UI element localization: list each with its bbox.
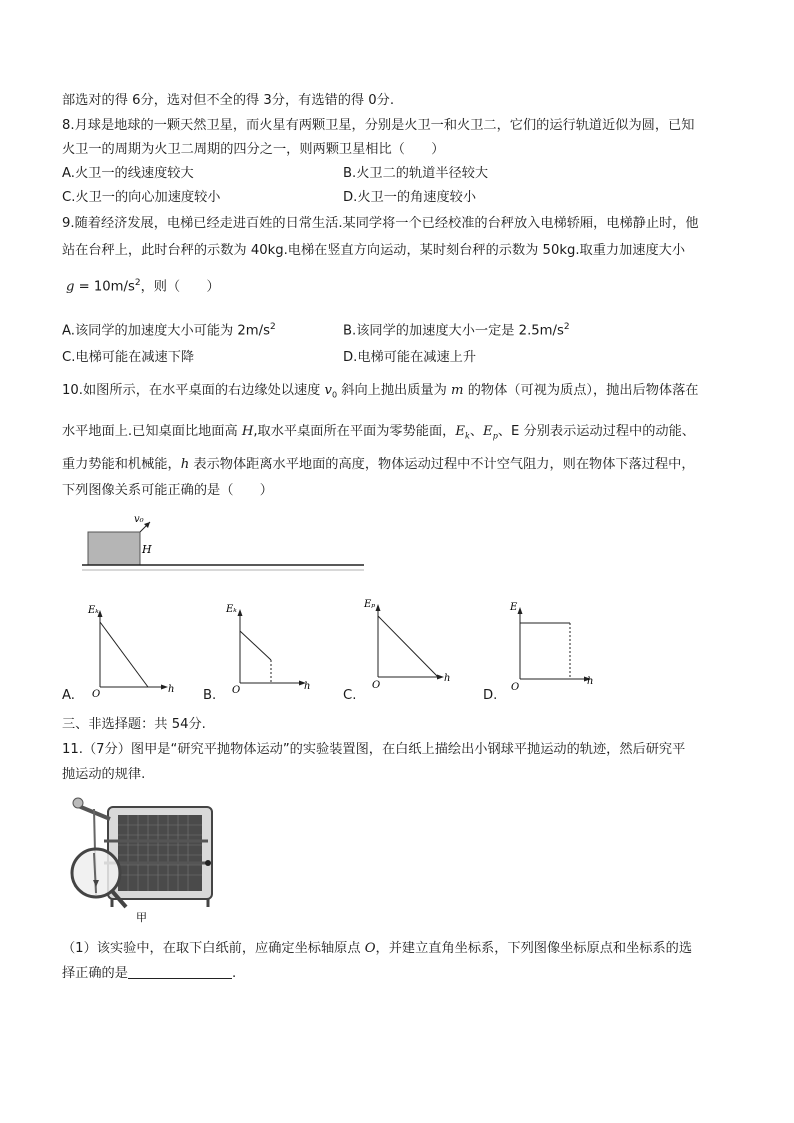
- q9-line-2: 站在台秤上，此时台秤的示数为 40kg.电梯在竖直方向运动，某时刻台秤的示数为 50kg.取重力加速度大小: [62, 243, 686, 258]
- y-axis-label: Eₚ: [364, 599, 376, 610]
- q10-text: 表示物体距离水平地面的高度，物体运动过程中不计空气阻力，则在物体下落过程中，: [189, 457, 695, 472]
- q11-line-2: 抛运动的规律.: [62, 767, 146, 782]
- q10-text: 重力势能和机械能，: [62, 457, 181, 472]
- origin-label: O: [92, 689, 101, 700]
- height-label: H: [142, 543, 152, 556]
- q10-option-a-label[interactable]: A.: [62, 688, 75, 703]
- mechanical-energy-symbol: 、E: [497, 424, 520, 439]
- q9-line-1: 9.随着经济发展，电梯已经走进百姓的日常生活.某同学将一个已经校准的台秤放入电梯轿厢，电梯静止时，他: [62, 216, 699, 231]
- q8-option-c[interactable]: C.火卫一的向心加速度较小: [62, 190, 221, 205]
- y-axis-label: E: [510, 602, 518, 613]
- x-axis-arrow-icon: [437, 675, 444, 680]
- table-throw-figure: [78, 510, 368, 576]
- x-axis-label: h: [304, 681, 311, 692]
- q10-line-2: 水平地面上.已知桌面比地面高 H,取水平桌面所在平面为零势能面，$E_k$、$E_p$、E 分别表示运动过程中的动能、: [62, 424, 695, 441]
- q9-option-b-text: B.该同学的加速度大小一定是 2.5m/s: [343, 323, 564, 339]
- kinetic-energy-symbol: E: [455, 424, 465, 439]
- y-axis-arrow-icon: [238, 609, 243, 616]
- graph-b[interactable]: [224, 597, 324, 697]
- x-axis-label: h: [168, 684, 175, 695]
- projectile-apparatus-figure: [66, 795, 226, 925]
- q8-line-2: 火卫一的周期为火卫二周期的四分之一，则两颗卫星相比（ ）: [62, 142, 445, 157]
- graph-line: [100, 622, 148, 687]
- q9-option-c[interactable]: C.电梯可能在减速下降: [62, 350, 195, 365]
- v0-label: v₀: [134, 514, 144, 525]
- q10-option-d-label[interactable]: D.: [483, 688, 498, 703]
- q10-line-3: [62, 456, 695, 474]
- origin-label: O: [232, 685, 241, 696]
- q9-option-b[interactable]: B.该同学的加速度大小一定是 $2.5m/s^2$: [343, 322, 570, 339]
- q11-text: .: [231, 966, 237, 981]
- mass-symbol: m: [450, 383, 464, 398]
- q8-option-a[interactable]: A.火卫一的线速度较大: [62, 166, 194, 181]
- q10-option-c-label[interactable]: C.: [343, 688, 357, 703]
- graph-c[interactable]: [362, 592, 462, 692]
- q10-text: 水平地面上.已知桌面比地面高: [62, 424, 242, 439]
- graph-d[interactable]: [505, 595, 605, 695]
- potential-energy-symbol: E: [483, 424, 493, 439]
- gravity-symbol: g: [66, 279, 75, 295]
- q11-text: （1）该实验中，在取下白纸前，应确定坐标轴原点: [62, 941, 365, 956]
- q10-text: 的物体（可视为质点），抛出后物体落在: [463, 383, 699, 398]
- origin-label: O: [511, 682, 520, 693]
- steel-ball: [73, 798, 83, 808]
- q10-text: ,取水平桌面所在平面为零势能面，: [253, 424, 456, 439]
- q10-text: 、: [469, 424, 484, 439]
- q9-option-a[interactable]: A.该同学的加速度大小可能为 $2m/s^2$: [62, 322, 276, 339]
- q10-text: 斜向上抛出质量为: [337, 383, 451, 398]
- y-axis-label: Eₖ: [88, 605, 99, 616]
- height-symbol: h: [180, 457, 190, 472]
- y-axis-arrow-icon: [376, 604, 381, 611]
- gravity-value: = 10m/s: [74, 279, 135, 295]
- q8-option-d[interactable]: D.火卫一的角速度较小: [343, 190, 477, 205]
- q9-line-3: $g = 10m/s^2$，则（ ）: [66, 278, 220, 295]
- graph-line: [240, 631, 271, 660]
- q10-line-4: 下列图像关系可能正确的是（ ）: [62, 483, 273, 498]
- q11-line-1: 11.（7分）图甲是“研究平抛物体运动”的实验装置图，在白纸上描绘出小钢球平抛运动的轨迹，然后研究平: [62, 742, 686, 757]
- block-shape: [88, 532, 140, 565]
- q11-sub1-line-1: [62, 940, 692, 958]
- height-symbol: H: [241, 424, 254, 439]
- y-axis-arrow-icon: [518, 607, 523, 614]
- paper-grid: [118, 815, 202, 891]
- q10-text: 分别表示运动过程中的动能、: [519, 424, 695, 439]
- origin-symbol: O: [364, 941, 376, 956]
- q11-sub1-line-2: [62, 964, 236, 983]
- q9-option-d[interactable]: D.电梯可能在减速上升: [343, 350, 477, 365]
- q11-text: ，并建立直角坐标系，下列图像坐标原点和坐标系的选: [375, 941, 693, 956]
- q9-question-tail: ，则（ ）: [140, 279, 220, 295]
- figure-label: 甲: [136, 911, 147, 924]
- origin-label: O: [372, 680, 381, 691]
- q10-text: 10.如图所示，在水平桌面的右边缘处以速度: [62, 383, 325, 398]
- x-axis-arrow-icon: [161, 685, 168, 690]
- answer-blank[interactable]: [128, 964, 232, 979]
- graph-line: [378, 616, 438, 677]
- q9-option-a-text: A.该同学的加速度大小可能为 2m/s: [62, 323, 270, 339]
- velocity-symbol: v: [324, 383, 332, 398]
- q11-text: 择正确的是: [62, 966, 128, 981]
- x-axis-label: h: [444, 673, 451, 684]
- scoring-intro: 部选对的得 6分，选对但不全的得 3分，有选错的得 0分.: [62, 93, 395, 108]
- x-axis-label: h: [587, 676, 594, 687]
- q10-line-1: 10.如图所示，在水平桌面的右边缘处以速度 $v_0$ 斜向上抛出质量为 m 的物体（可视为质点），抛出后物体落在: [62, 383, 699, 400]
- q8-line-1: 8.月球是地球的一颗天然卫星，而火星有两颗卫星，分别是火卫一和火卫二，它们的运行轨道近似为圆，已知: [62, 118, 695, 133]
- section-3-heading: 三、非选择题：共 54分.: [62, 717, 206, 732]
- rod-knob: [205, 860, 211, 866]
- graph-a[interactable]: [86, 600, 186, 700]
- y-axis-label: Eₖ: [226, 604, 237, 615]
- q8-option-b[interactable]: B.火卫二的轨道半径较大: [343, 166, 489, 181]
- q10-option-b-label[interactable]: B.: [203, 688, 217, 703]
